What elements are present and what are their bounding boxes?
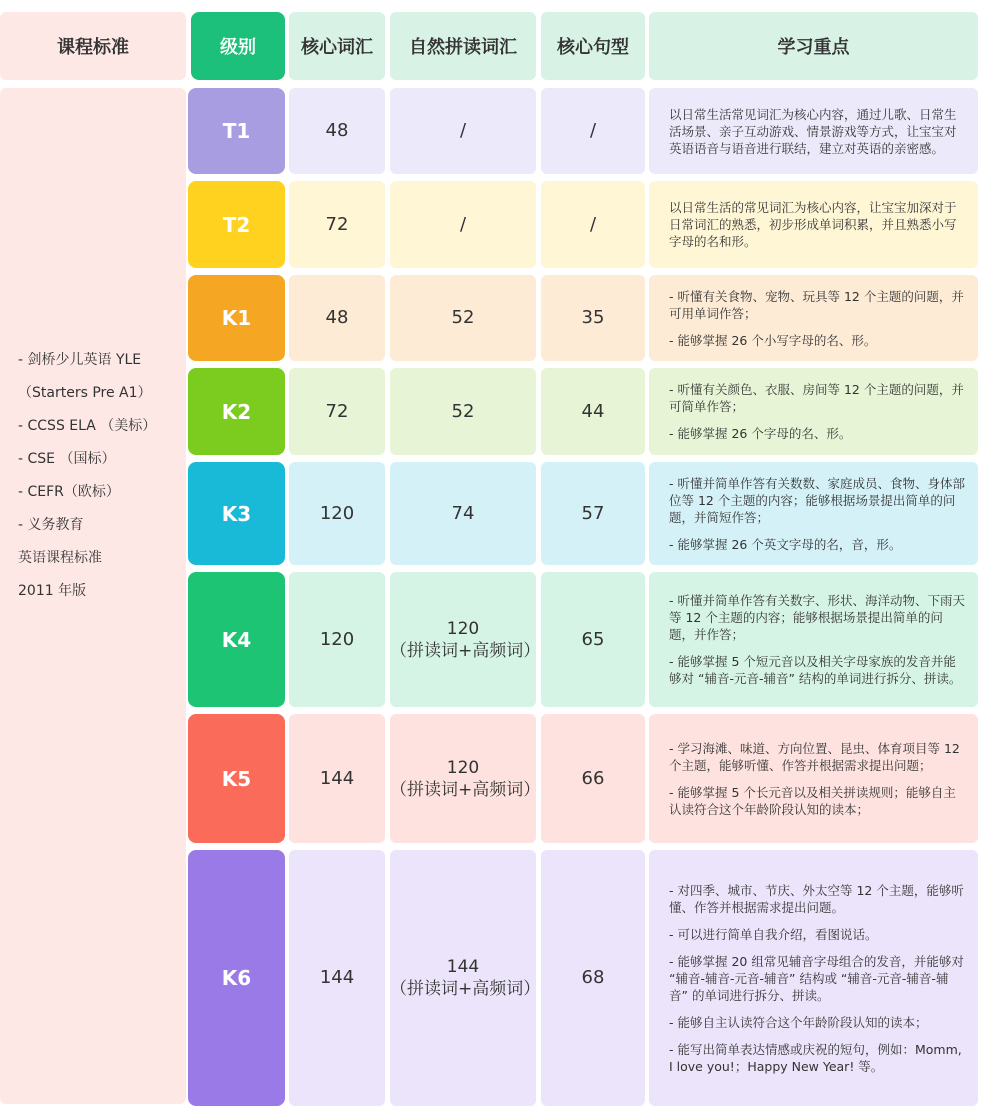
focus-point: - 可以进行简单自我介绍，看图说话。 (669, 926, 878, 942)
focus-point: - 能写出简单表达情感或庆祝的短句，例如：Momm, I love you!；Happy New Year! 等。 (669, 1041, 962, 1074)
level-badge: K3 (188, 462, 285, 565)
standard-line: - CCSS ELA （美标） (18, 418, 157, 434)
core-sentences-cell: 66 (541, 714, 645, 843)
focus-point: - 能够掌握 5 个长元音以及相关拼读规则；能够自主认读符合这个年龄阶段认知的读本； (669, 784, 956, 817)
phonics-vocab-cell: 120 （拼读词+高频词） (390, 714, 536, 843)
core-vocab-cell: 48 (289, 88, 385, 174)
focus-point: - 对四季、城市、节庆、外太空等 12 个主题，能够听懂、作答并根据需求提出问题。 (669, 882, 964, 915)
focus-text (669, 106, 966, 157)
phonics-vocab-cell: / (390, 181, 536, 268)
header-level: 级别 (191, 12, 285, 80)
core-vocab-cell: 120 (289, 572, 385, 707)
standard-line: （Starters Pre A1） (18, 385, 152, 401)
focus-point: - 听懂有关颜色、衣服、房间等 12 个主题的问题，并可简单作答； (669, 382, 964, 414)
core-vocab-cell: 72 (289, 181, 385, 268)
phonics-vocab-cell: / (390, 88, 536, 174)
core-sentences-cell: / (541, 181, 645, 268)
header-core-vocab: 核心词汇 (289, 12, 385, 80)
focus-text (669, 475, 966, 553)
level-badge: K5 (188, 714, 285, 843)
core-vocab-cell: 144 (289, 850, 385, 1106)
focus-point: - 听懂并简单作答有关数字、形状、海洋动物、下雨天等 12 个主题的内容；能够根据场景提出简单的问题，并作答； (669, 593, 965, 642)
focus-point: 以日常生活常见词汇为核心内容，通过儿歌、日常生活场景、亲子互动游戏、情景游戏等方式，让宝宝对英语语音与语音进行联结，建立对英语的亲密感。 (669, 106, 957, 156)
focus-cell (649, 572, 978, 707)
focus-point: - 能够掌握 5 个短元音以及相关字母家族的发音并能够对 “辅音-元音-辅音” 结构的单词进行拆分、拼读。 (669, 654, 962, 686)
level-badge: T1 (188, 88, 285, 174)
focus-cell (649, 714, 978, 843)
phonics-vocab-cell: 144 （拼读词+高频词） (390, 850, 536, 1106)
header-phonics-vocab: 自然拼读词汇 (390, 12, 536, 80)
phonics-vocab-cell: 52 (390, 368, 536, 455)
focus-text (669, 740, 966, 818)
standard-line: - CEFR（欧标） (18, 484, 120, 500)
header-core-sentences: 核心句型 (541, 12, 645, 80)
focus-cell (649, 181, 978, 268)
header-standard: 课程标准 (0, 12, 186, 80)
phonics-vocab-cell: 74 (390, 462, 536, 565)
phonics-vocab-cell: 52 (390, 275, 536, 361)
focus-text (669, 882, 966, 1075)
focus-point: - 听懂有关食物、宠物、玩具等 12 个主题的问题，并可用单词作答； (669, 288, 964, 321)
level-badge: K4 (188, 572, 285, 707)
core-sentences-cell: 44 (541, 368, 645, 455)
core-sentences-cell: 35 (541, 275, 645, 361)
focus-point: 以日常生活的常见词汇为核心内容，让宝宝加深对于日常词汇的熟悉，初步形成单词积累，并且熟悉小写字母的名和形。 (669, 200, 957, 249)
standard-line: - 义务教育 (18, 517, 84, 533)
core-sentences-cell: 57 (541, 462, 645, 565)
focus-cell (649, 88, 978, 174)
core-vocab-cell: 144 (289, 714, 385, 843)
focus-text (669, 381, 966, 442)
header-focus: 学习重点 (649, 12, 978, 80)
focus-text (669, 592, 966, 687)
phonics-vocab-cell: 120 （拼读词+高频词） (390, 572, 536, 707)
focus-cell (649, 850, 978, 1106)
focus-point: - 能够掌握 26 个小写字母的名、形。 (669, 332, 877, 348)
focus-point: - 听懂并简单作答有关数数、家庭成员、食物、身体部位等 12 个主题的内容；能够根据场景提出简单的问题，并简短作答； (669, 475, 965, 525)
focus-point: - 能够掌握 26 个字母的名、形。 (669, 426, 852, 441)
focus-cell (649, 275, 978, 361)
core-sentences-cell: / (541, 88, 645, 174)
standard-line: - 剑桥少儿英语 YLE (18, 352, 142, 368)
core-vocab-cell: 48 (289, 275, 385, 361)
focus-point: - 能够自主认读符合这个年龄阶段认知的读本； (669, 1014, 928, 1030)
focus-cell (649, 368, 978, 455)
level-badge: K6 (188, 850, 285, 1106)
core-vocab-cell: 120 (289, 462, 385, 565)
level-badge: K2 (188, 368, 285, 455)
focus-point: - 能够掌握 20 组常见辅音字母组合的发音，并能够对 “辅音-辅音-元音-辅音” 结构或 “辅音-元音-辅音-辅音” 的单词进行拆分、拼读。 (669, 953, 964, 1003)
focus-text (669, 199, 966, 250)
core-sentences-cell: 65 (541, 572, 645, 707)
focus-point: - 能够掌握 26 个英文字母的名，音，形。 (669, 536, 902, 552)
focus-point: - 学习海滩、味道、方向位置、昆虫、体育项目等 12 个主题，能够听懂、作答并根据需求提出问题； (669, 740, 960, 773)
standard-line: 英语课程标准 (18, 550, 102, 566)
level-badge: K1 (188, 275, 285, 361)
core-vocab-cell: 72 (289, 368, 385, 455)
standards-column (0, 88, 186, 1104)
level-badge: T2 (188, 181, 285, 268)
core-sentences-cell: 68 (541, 850, 645, 1106)
focus-text (669, 288, 966, 349)
focus-cell (649, 462, 978, 565)
standard-line: - CSE （国标） (18, 451, 116, 467)
standard-line: 2011 年版 (18, 583, 87, 599)
